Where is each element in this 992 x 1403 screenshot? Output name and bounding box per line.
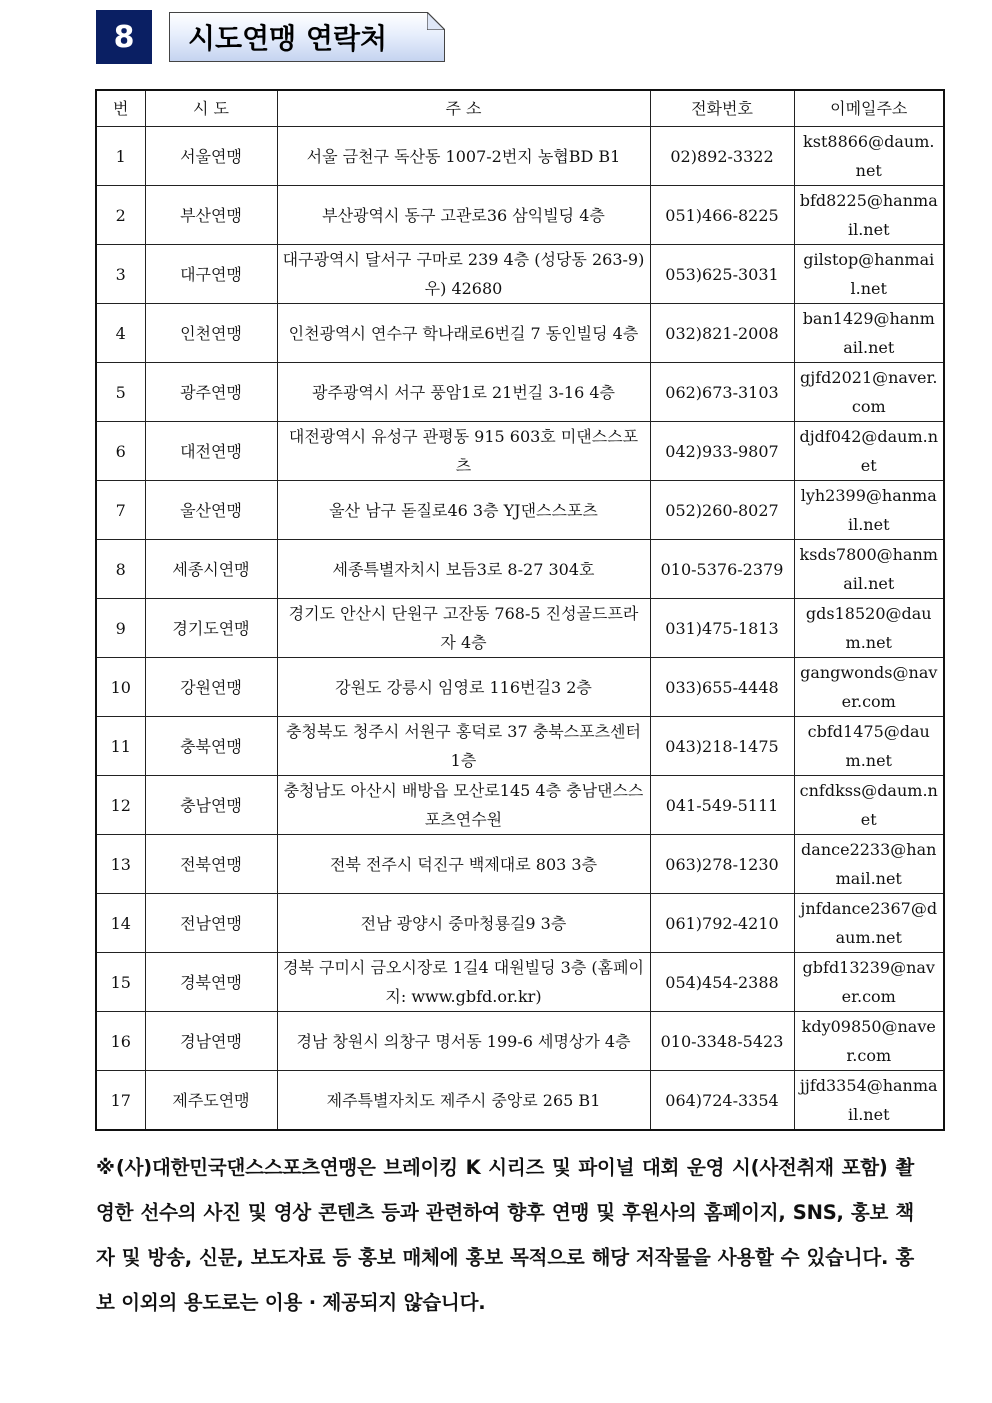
phone-cell: 042)933-9807: [650, 422, 794, 481]
region-name-cell: 서울연맹: [145, 127, 277, 186]
email-cell: jjfd3354@hanmail.net: [794, 1071, 944, 1131]
row-number-cell: 7: [96, 481, 145, 540]
phone-cell: 052)260-8027: [650, 481, 794, 540]
section-number: 8: [96, 10, 152, 64]
row-number-cell: 14: [96, 894, 145, 953]
row-number-cell: 3: [96, 245, 145, 304]
table-row: [96, 835, 944, 894]
section-title: 시도연맹 연락처: [188, 22, 388, 55]
table-row: [96, 717, 944, 776]
address-cell: 경북 구미시 금오시장로 1길4 대원빌딩 3층 (홈페이지: www.gbfd.or.kr): [277, 953, 650, 1012]
header-region: 시 도: [145, 90, 277, 127]
region-name-cell: 울산연맹: [145, 481, 277, 540]
phone-cell: 051)466-8225: [650, 186, 794, 245]
row-number-cell: 9: [96, 599, 145, 658]
region-name-cell: 광주연맹: [145, 363, 277, 422]
table-row: [96, 1071, 944, 1131]
email-cell: gangwonds@naver.com: [794, 658, 944, 717]
region-name-cell: 경북연맹: [145, 953, 277, 1012]
table-body: [96, 127, 944, 1131]
address-cell: 부산광역시 동구 고관로36 삼익빌딩 4층: [277, 186, 650, 245]
row-number-cell: 4: [96, 304, 145, 363]
table-row: [96, 422, 944, 481]
region-name-cell: 전북연맹: [145, 835, 277, 894]
email-cell: gbfd13239@naver.com: [794, 953, 944, 1012]
address-cell: 강원도 강릉시 임영로 116번길3 2층: [277, 658, 650, 717]
email-cell: ksds7800@hanmail.net: [794, 540, 944, 599]
email-cell: cnfdkss@daum.net: [794, 776, 944, 835]
phone-cell: 054)454-2388: [650, 953, 794, 1012]
address-cell: 울산 남구 돋질로46 3층 YJ댄스스포츠: [277, 481, 650, 540]
region-name-cell: 충북연맹: [145, 717, 277, 776]
table-row: [96, 776, 944, 835]
contacts-table: [95, 89, 945, 1131]
region-name-cell: 경기도연맹: [145, 599, 277, 658]
email-cell: kdy09850@naver.com: [794, 1012, 944, 1071]
phone-cell: 010-3348-5423: [650, 1012, 794, 1071]
region-name-cell: 세종시연맹: [145, 540, 277, 599]
email-cell: gds18520@daum.net: [794, 599, 944, 658]
phone-cell: 010-5376-2379: [650, 540, 794, 599]
row-number-cell: 16: [96, 1012, 145, 1071]
email-cell: gjfd2021@naver.com: [794, 363, 944, 422]
phone-cell: 062)673-3103: [650, 363, 794, 422]
table-row: [96, 304, 944, 363]
region-name-cell: 대전연맹: [145, 422, 277, 481]
table-header-row: [96, 90, 944, 127]
email-cell: kst8866@daum.net: [794, 127, 944, 186]
region-name-cell: 부산연맹: [145, 186, 277, 245]
region-name-cell: 경남연맹: [145, 1012, 277, 1071]
address-cell: 대구광역시 달서구 구마로 239 4층 (성당동 263-9) 우) 42680: [277, 245, 650, 304]
address-cell: 인천광역시 연수구 학나래로6번길 7 동인빌딩 4층: [277, 304, 650, 363]
header-email: 이메일주소: [794, 90, 944, 127]
address-cell: 세종특별자치시 보듬3로 8-27 304호: [277, 540, 650, 599]
row-number-cell: 5: [96, 363, 145, 422]
header-phone: 전화번호: [650, 90, 794, 127]
email-cell: cbfd1475@daum.net: [794, 717, 944, 776]
notice-text: ※(사)대한민국댄스스포츠연맹은 브레이킹 K 시리즈 및 파이널 대회 운영 시(사전취재 포함) 촬영한 선수의 사진 및 영상 콘텐츠 등과 관련하여 향후 연맹 및 후원사의 홈페이지, SNS, 홍보 책자 및 방송, 신문, 보도자료 등 홍보 매체에 홍보 목적으로 해당 저작물을 사용할 수 있습니다. 홍보 이외의 용도로는 이용 · 제공되지 않습니다.: [96, 1156, 914, 1314]
row-number-cell: 1: [96, 127, 145, 186]
page-fold-icon: [427, 12, 445, 30]
region-name-cell: 전남연맹: [145, 894, 277, 953]
row-number-cell: 8: [96, 540, 145, 599]
address-cell: 서울 금천구 독산동 1007-2번지 농협BD B1: [277, 127, 650, 186]
address-cell: 전북 전주시 덕진구 백제대로 803 3층: [277, 835, 650, 894]
phone-cell: 02)892-3322: [650, 127, 794, 186]
email-cell: jnfdance2367@daum.net: [794, 894, 944, 953]
row-number-cell: 10: [96, 658, 145, 717]
table-row: [96, 481, 944, 540]
row-number-cell: 12: [96, 776, 145, 835]
table-row: [96, 540, 944, 599]
region-name-cell: 강원연맹: [145, 658, 277, 717]
phone-cell: 053)625-3031: [650, 245, 794, 304]
phone-cell: 043)218-1475: [650, 717, 794, 776]
table-row: [96, 894, 944, 953]
row-number-cell: 6: [96, 422, 145, 481]
phone-cell: 033)655-4448: [650, 658, 794, 717]
region-name-cell: 대구연맹: [145, 245, 277, 304]
header-address: 주 소: [277, 90, 650, 127]
table-row: [96, 363, 944, 422]
table-row: [96, 1012, 944, 1071]
email-cell: lyh2399@hanmail.net: [794, 481, 944, 540]
header-number: 번: [96, 90, 145, 127]
table-row: [96, 953, 944, 1012]
phone-cell: 032)821-2008: [650, 304, 794, 363]
address-cell: 광주광역시 서구 풍암1로 21번길 3-16 4층: [277, 363, 650, 422]
phone-cell: 041-549-5111: [650, 776, 794, 835]
phone-cell: 064)724-3354: [650, 1071, 794, 1131]
section-header: [96, 10, 456, 64]
row-number-cell: 17: [96, 1071, 145, 1131]
email-cell: ban1429@hanmail.net: [794, 304, 944, 363]
table-row: [96, 658, 944, 717]
section-title-box: [169, 12, 445, 62]
row-number-cell: 15: [96, 953, 145, 1012]
region-name-cell: 인천연맹: [145, 304, 277, 363]
row-number-cell: 2: [96, 186, 145, 245]
region-name-cell: 제주도연맹: [145, 1071, 277, 1131]
address-cell: 경기도 안산시 단원구 고잔동 768-5 진성골드프라자 4층: [277, 599, 650, 658]
region-name-cell: 충남연맹: [145, 776, 277, 835]
address-cell: 제주특별자치도 제주시 중앙로 265 B1: [277, 1071, 650, 1131]
table-row: [96, 245, 944, 304]
address-cell: 전남 광양시 중마청룡길9 3층: [277, 894, 650, 953]
address-cell: 충청북도 청주시 서원구 홍덕로 37 충북스포츠센터 1층: [277, 717, 650, 776]
email-cell: bfd8225@hanmail.net: [794, 186, 944, 245]
address-cell: 대전광역시 유성구 관평동 915 603호 미댄스스포츠: [277, 422, 650, 481]
email-cell: gilstop@hanmail.net: [794, 245, 944, 304]
phone-cell: 061)792-4210: [650, 894, 794, 953]
row-number-cell: 11: [96, 717, 145, 776]
address-cell: 경남 창원시 의창구 명서동 199-6 세명상가 4층: [277, 1012, 650, 1071]
email-cell: dance2233@hanmail.net: [794, 835, 944, 894]
table-row: [96, 127, 944, 186]
email-cell: djdf042@daum.net: [794, 422, 944, 481]
table-row: [96, 186, 944, 245]
phone-cell: 063)278-1230: [650, 835, 794, 894]
phone-cell: 031)475-1813: [650, 599, 794, 658]
row-number-cell: 13: [96, 835, 145, 894]
address-cell: 충청남도 아산시 배방읍 모산로145 4층 충남댄스스포츠연수원: [277, 776, 650, 835]
table-row: [96, 599, 944, 658]
